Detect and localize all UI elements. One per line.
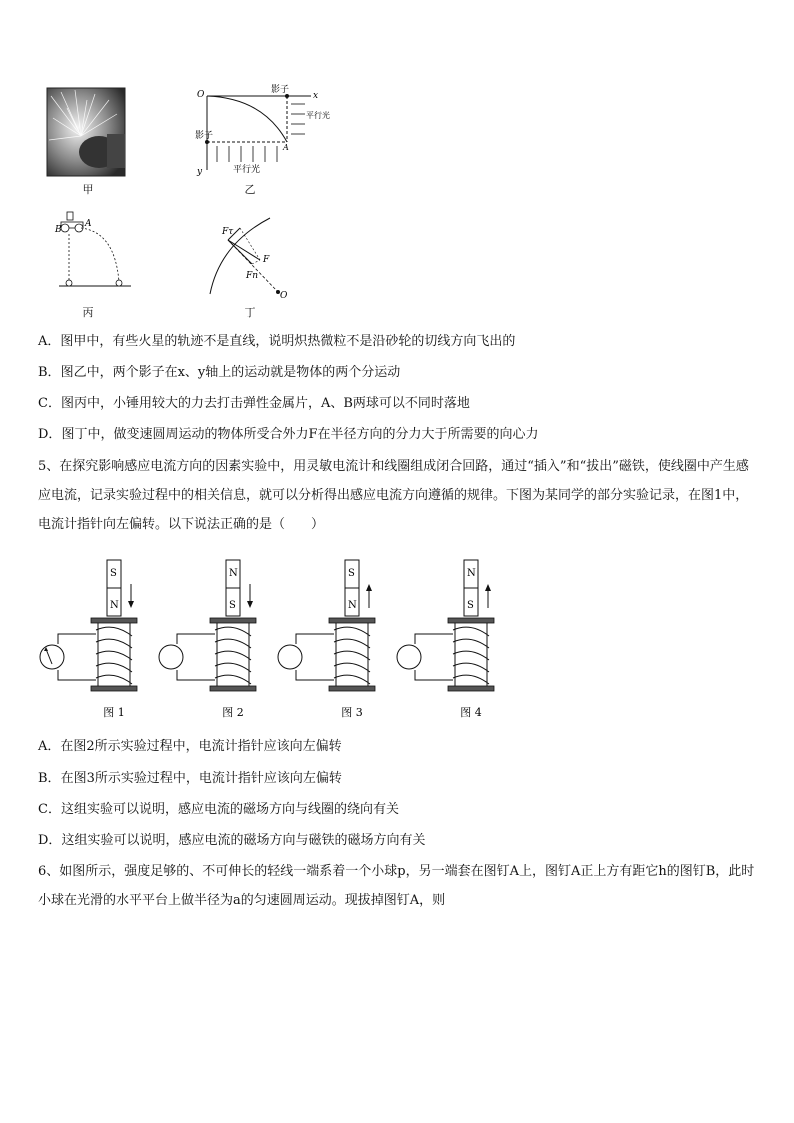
coil-winding <box>215 639 251 648</box>
coil-winding <box>96 675 132 684</box>
label-x: x <box>313 91 319 101</box>
coil-winding <box>453 675 489 684</box>
coil-winding <box>453 651 489 660</box>
coil-winding <box>96 663 132 672</box>
q5-figures <box>36 556 506 722</box>
q6-stem <box>38 857 758 915</box>
coil-winding <box>215 627 251 636</box>
label-f: F <box>263 255 270 265</box>
label-a: A <box>283 143 289 152</box>
option-text: 图甲中，有些火星的轨迹不是直线，说明炽热微粒不是沿砂轮的切线方向飞出的 <box>60 334 516 349</box>
option-text: 这组实验可以说明，感应电流的磁场方向与磁铁的磁场方向有关 <box>61 833 426 848</box>
label-shadow-top: 影子 <box>271 85 290 95</box>
question-number: 6、 <box>38 864 60 879</box>
q5-option-d <box>38 832 425 850</box>
option-letter: A． <box>38 739 61 754</box>
coil-winding <box>453 663 489 672</box>
option-text: 图丁中，做变速圆周运动的物体所受合外力F在半径方向的分力大于所需要的向心力 <box>61 427 539 442</box>
label-a: A <box>85 219 92 229</box>
coil-winding <box>215 675 251 684</box>
wire-top <box>58 634 96 644</box>
coil-figure-1 <box>40 560 137 719</box>
wire-bottom <box>58 670 96 680</box>
galvanometer-icon <box>40 645 64 669</box>
coil-top-plate <box>91 618 137 623</box>
option-text: 图乙中，两个影子在x、y轴上的运动就是物体的两个分运动 <box>60 365 401 380</box>
magnet-bottom-pole: N <box>348 600 357 611</box>
arrowhead-icon <box>247 601 253 608</box>
figure-ding <box>200 214 300 300</box>
arrowhead-icon <box>128 601 134 608</box>
two-ball-drop-diagram <box>55 208 135 292</box>
coil-winding <box>453 639 489 648</box>
option-text: 图丙中，小锤用较大的力去打击弹性金属片，A、B两球可以不同时落地 <box>60 396 470 411</box>
figure-caption: 图 3 <box>341 706 363 719</box>
wire-top <box>177 634 215 644</box>
option-text: 在图3所示实验过程中，电流计指针应该向左偏转 <box>60 771 342 786</box>
magnet-top-pole: S <box>110 568 117 579</box>
arrowhead-icon <box>485 584 491 591</box>
coil-figure-3 <box>278 560 375 719</box>
question-text: 在探究影响感应电流方向的因素实验中，用灵敏电流计和线圈组成闭合回路，通过“插入”和“拔出”磁铁，使线圈中产生感应电流，记录实验过程中的相关信息，就可以分析得出感应电流方向遵循的规律。下图为某同学的部分实验记录，在图1中，电流计指针向左偏转。以下说法正确的是（ ） <box>38 459 749 532</box>
coil-winding <box>96 651 132 660</box>
coil-winding <box>334 663 370 672</box>
figure-caption-jia: 甲 <box>82 183 94 196</box>
label-shadow-left: 影子 <box>195 131 214 141</box>
magnet-bottom-pole: S <box>229 600 236 611</box>
q5-stem <box>38 452 758 539</box>
label-b: B <box>55 225 62 235</box>
arrowhead-icon <box>366 584 372 591</box>
coil-top-plate <box>329 618 375 623</box>
coil-bottom-plate <box>448 686 494 691</box>
question-text: 如图所示，强度足够的、不可伸长的轻线一端系着一个小球p，另一端套在图钉A上，图钉A正上方有距它h的图钉B，此时小球在光滑的水平平台上做半径为a的匀速圆周运动。现拔掉图钉A，则 <box>38 864 755 908</box>
coil-top-plate <box>448 618 494 623</box>
galvanometer-icon <box>278 645 302 669</box>
option-letter: A． <box>38 334 61 349</box>
projectile-shadow-diagram <box>193 82 330 178</box>
coil-winding <box>334 627 370 636</box>
option-letter: C． <box>38 802 61 817</box>
label-o: O <box>280 291 288 301</box>
figure-bing <box>55 208 135 292</box>
option-letter: D． <box>38 833 62 848</box>
option-letter: B． <box>38 771 61 786</box>
coil-top-plate <box>210 618 256 623</box>
figure-jia <box>47 88 125 176</box>
coil-winding <box>334 639 370 648</box>
coil-bottom-plate <box>210 686 256 691</box>
coil-winding <box>96 639 132 648</box>
coil-figure-4 <box>397 560 494 719</box>
q5-option-a <box>38 738 342 756</box>
label-fn: Fn <box>246 271 259 281</box>
figure-caption-yi: 乙 <box>244 183 256 196</box>
coil-winding <box>334 651 370 660</box>
figure-caption: 图 1 <box>103 706 125 719</box>
label-parallel-right: 平行光 <box>306 111 330 120</box>
coil-winding <box>215 651 251 660</box>
galvanometer-icon <box>397 645 421 669</box>
figure-caption-ding: 丁 <box>244 306 256 319</box>
option-letter: B． <box>38 365 61 380</box>
question-number: 5、 <box>38 459 60 474</box>
label-y: y <box>197 167 203 177</box>
figure-caption: 图 2 <box>222 706 244 719</box>
wire-bottom <box>415 670 453 680</box>
q5-option-b <box>38 770 342 788</box>
q4-option-a <box>38 333 515 351</box>
figure-yi <box>193 82 330 178</box>
label-parallel-bottom: 平行光 <box>233 165 261 175</box>
force-decomposition-diagram <box>200 214 300 300</box>
figure-caption: 图 4 <box>460 706 482 719</box>
q4-option-c <box>38 395 470 413</box>
grinding-sparks-photo <box>47 88 125 176</box>
figure-caption-bing: 丙 <box>82 306 94 319</box>
q4-option-b <box>38 364 400 382</box>
wire-top <box>296 634 334 644</box>
coil-bottom-plate <box>329 686 375 691</box>
coil-bottom-plate <box>91 686 137 691</box>
magnet-top-pole: N <box>467 568 476 579</box>
q4-option-d <box>38 426 538 444</box>
option-letter: D． <box>38 427 62 442</box>
option-text: 这组实验可以说明，感应电流的磁场方向与线圈的绕向有关 <box>60 802 399 817</box>
magnet-top-pole: S <box>348 568 355 579</box>
wire-bottom <box>177 670 215 680</box>
label-o: O <box>197 90 205 100</box>
wire-top <box>415 634 453 644</box>
coil-winding <box>453 627 489 636</box>
galvanometer-icon <box>159 645 183 669</box>
coil-winding <box>96 627 132 636</box>
coil-magnet-figures <box>36 556 506 722</box>
magnet-bottom-pole: N <box>110 600 119 611</box>
magnet-bottom-pole: S <box>467 600 474 611</box>
wire-bottom <box>296 670 334 680</box>
option-letter: C． <box>38 396 61 411</box>
coil-winding <box>215 663 251 672</box>
magnet-top-pole: N <box>229 568 238 579</box>
option-text: 在图2所示实验过程中，电流计指针应该向左偏转 <box>60 739 342 754</box>
coil-figure-2 <box>159 560 256 719</box>
q5-option-c <box>38 801 399 819</box>
coil-winding <box>334 675 370 684</box>
label-ft: Fτ <box>222 227 234 237</box>
